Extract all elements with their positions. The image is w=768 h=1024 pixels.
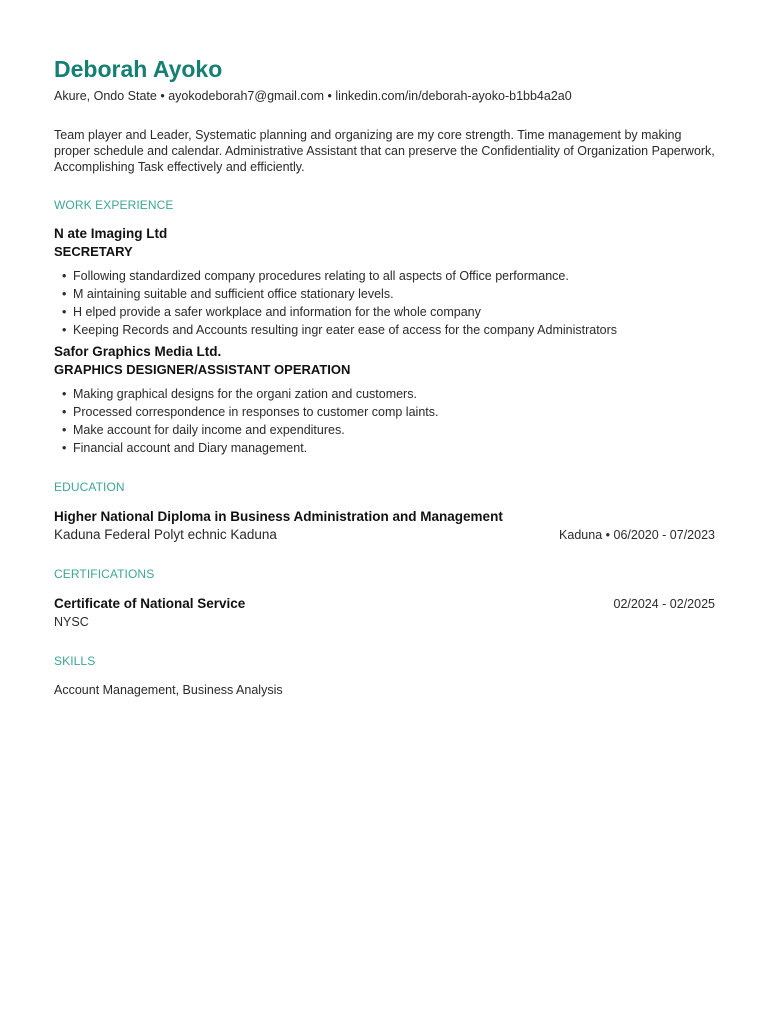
list-item	[62, 403, 715, 421]
bullet-icon: •	[62, 269, 67, 283]
bullet-icon: •	[62, 405, 67, 419]
job-entry	[54, 343, 715, 457]
list-item	[62, 385, 715, 403]
list-item	[62, 321, 715, 339]
duty-text: Making graphical designs for the organi zation and customers.	[73, 387, 417, 401]
certification-dates: 02/2024 - 02/2025	[613, 597, 715, 611]
contact-location: Akure, Ondo State	[54, 89, 157, 103]
skills-list: Account Management, Business Analysis	[54, 683, 283, 697]
job-duties-list	[54, 385, 715, 457]
professional-summary: Team player and Leader, Systematic planning and organizing are my core strength. Time management by making proper schedule and calendar. Administrative Assistant that can preserve the Confidentiality of Organization Paperwork, Accomplishing Task effectively and efficiently.	[54, 128, 715, 174]
certification-issuer: NYSC	[54, 615, 89, 629]
list-item	[62, 267, 715, 285]
job-company: Safor Graphics Media Ltd.	[54, 344, 222, 359]
job-duties-list	[54, 267, 715, 339]
meta-separator: •	[605, 528, 611, 542]
bullet-icon: •	[62, 441, 67, 455]
duty-text: Processed correspondence in responses to customer comp laints.	[73, 405, 439, 419]
bullet-icon: •	[62, 387, 67, 401]
certification-row	[54, 594, 715, 613]
education-degree: Higher National Diploma in Business Administration and Management	[54, 509, 503, 524]
education-details	[54, 526, 715, 544]
job-company: N ate Imaging Ltd	[54, 226, 168, 241]
education-location: Kaduna	[559, 528, 603, 542]
duty-text: Financial account and Diary management.	[73, 441, 308, 455]
job-title: GRAPHICS DESIGNER/ASSISTANT OPERATION	[54, 362, 351, 377]
list-item	[62, 439, 715, 457]
contact-email[interactable]: ayokodeborah7@gmail.com	[168, 89, 325, 103]
list-item	[62, 285, 715, 303]
duty-text: Make account for daily income and expenditures.	[73, 423, 345, 437]
duty-text: M aintaining suitable and sufficient office stationary levels.	[73, 287, 394, 301]
job-entry	[54, 225, 715, 339]
duty-text: Keeping Records and Accounts resulting ingr eater ease of access for the company Administrators	[73, 323, 618, 337]
contact-separator: •	[160, 89, 165, 103]
education-location-dates	[559, 528, 715, 542]
duty-text: H elped provide a safer workplace and information for the whole company	[73, 305, 481, 319]
contact-line	[54, 88, 715, 105]
education-heading: EDUCATION	[54, 480, 125, 494]
contact-separator: •	[327, 89, 332, 103]
certifications-heading: CERTIFICATIONS	[54, 567, 155, 581]
resume-page	[54, 54, 715, 699]
bullet-icon: •	[62, 423, 67, 437]
bullet-icon: •	[62, 305, 67, 319]
list-item	[62, 303, 715, 321]
contact-linkedin[interactable]: linkedin.com/in/deborah-ayoko-b1bb4a2a0	[335, 89, 572, 103]
education-dates: 06/2020 - 07/2023	[613, 528, 715, 542]
work-experience-heading: WORK EXPERIENCE	[54, 198, 174, 212]
list-item	[62, 421, 715, 439]
skills-heading: SKILLS	[54, 654, 96, 668]
job-title: SECRETARY	[54, 244, 133, 259]
education-school: Kaduna Federal Polyt echnic Kaduna	[54, 527, 277, 542]
bullet-icon: •	[62, 323, 67, 337]
candidate-name: Deborah Ayoko	[54, 56, 223, 82]
bullet-icon: •	[62, 287, 67, 301]
certification-name: Certificate of National Service	[54, 596, 246, 611]
duty-text: Following standardized company procedures relating to all aspects of Office performance.	[73, 269, 569, 283]
